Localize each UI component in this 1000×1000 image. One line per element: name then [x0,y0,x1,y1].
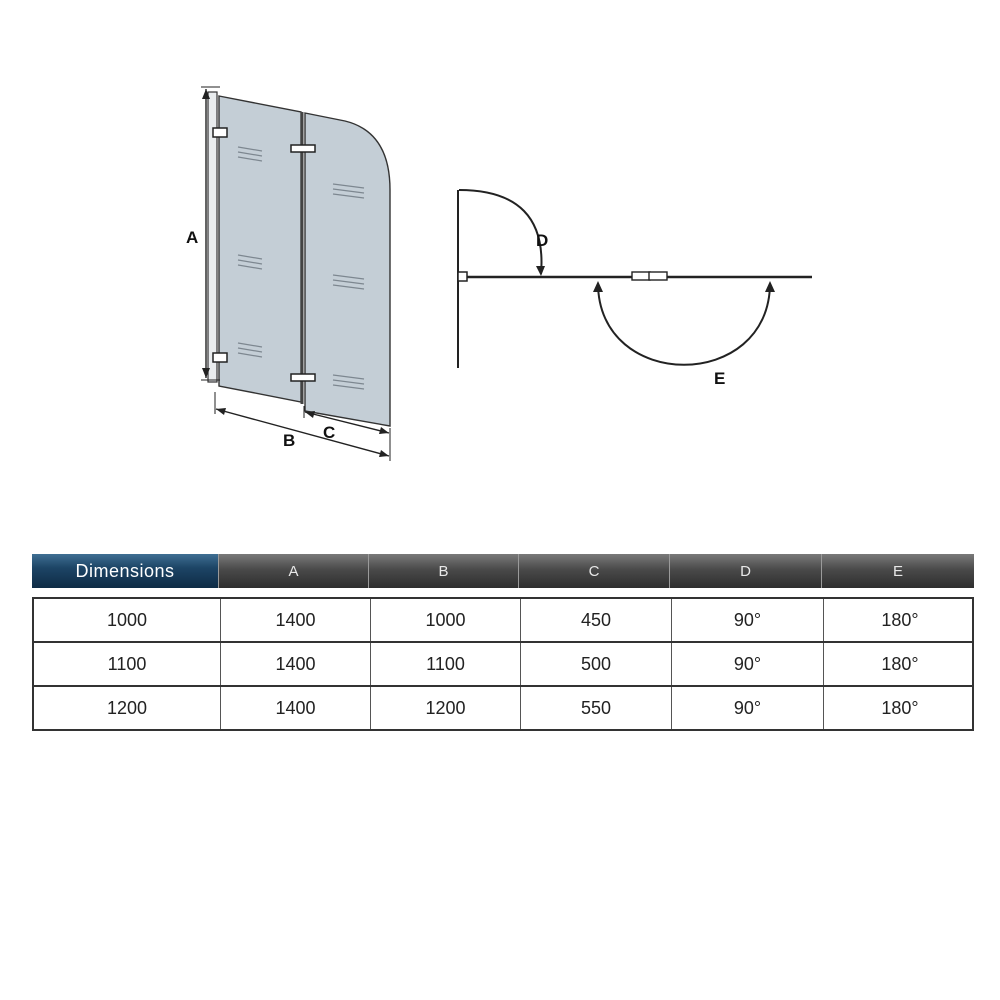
glass-panel-right [305,113,390,426]
angle-label-e: E [714,369,726,388]
header-dimensions: Dimensions [32,554,219,588]
dimension-label-a: A [186,228,199,247]
wall-hinge-bottom [213,353,227,362]
dimension-label-c: C [323,423,336,442]
dimension-label-b: B [283,431,296,450]
panel-hinge-bottom [291,374,315,381]
screen-front-view [186,87,390,461]
table-header [32,554,974,588]
cell-b: 1100 [371,643,521,685]
swing-arrow-e-left [593,281,603,292]
cell-c: 450 [521,599,672,641]
plan-hinge-right [649,272,667,280]
cell-e: 180° [881,653,919,674]
header-a: A [219,554,369,588]
plan-hinge-left [632,272,650,280]
table-row [34,599,972,643]
screen-top-view [458,190,812,388]
header-c: C [519,554,670,588]
cell-a: 1400 [221,687,371,729]
swing-arrow-e-right [765,281,775,292]
panel-hinge-top [291,145,315,152]
swing-arrow-d [536,266,545,276]
cell-a: 1400 [221,599,371,641]
swing-arc-d [459,190,542,274]
cell-b: 1000 [371,599,521,641]
cell-size: 1100 [34,643,221,685]
wall-bracket [458,272,467,281]
table-row [34,687,972,731]
wall-hinge-top [213,128,227,137]
cell-e: 180° [881,609,919,630]
cell-c: 550 [521,687,672,729]
cell-size: 1000 [34,599,221,641]
cell-d: 90° [672,599,824,641]
cell-b: 1200 [371,687,521,729]
cell-e: 180° [881,697,919,718]
cell-d: 90° [672,687,824,729]
table-body [32,597,974,731]
dimensions-table [32,554,974,731]
header-d: D [670,554,822,588]
angle-label-d: D [536,231,549,250]
table-row [34,643,972,687]
cell-d: 90° [672,643,824,685]
header-b: B [369,554,519,588]
header-e: E [822,554,974,588]
cell-size: 1200 [34,687,221,729]
cell-a: 1400 [221,643,371,685]
cell-c: 500 [521,643,672,685]
swing-arc-e [598,283,770,365]
